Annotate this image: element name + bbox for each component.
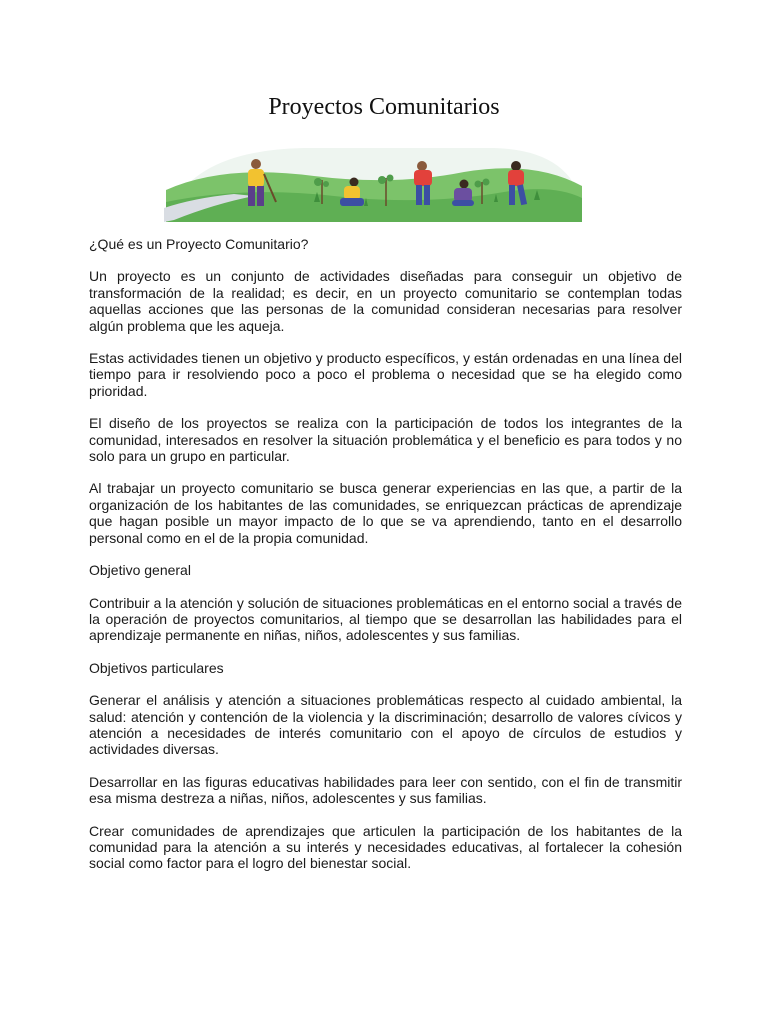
paragraph-objective-communities: Crear comunidades de aprendizajes que articulen la participación de los habitantes de la comunidad para la atención a su interés y necesidades educativas, al fortalecer la cohesión social como factor para el logro del bienestar social. [89,822,682,872]
section-heading-particular-objectives: Objetivos particulares [89,659,224,676]
document-body [89,236,682,888]
paragraph-objective-analysis: Generar el análisis y atención a situaciones problemáticas respecto al cuidado ambiental, la salud: atención y contención de la violencia y la discriminación; desarrollo de valores cívicos y atención a necesidades de interés comunitario con el apoyo de círculos de estudios y actividades diversas. [89,692,682,758]
paragraph-general-objective: Contribuir a la atención y solución de situaciones problemáticas en el entorno social a través de la operación de proyectos comunitarios, al tiempo que se desarrollan las habilidades para el aprendizaje permanente en niñas, niños, adolescentes y sus familias. [89,594,683,644]
page-title: Proyectos Comunitarios [268,94,500,120]
community-gardening-illustration [164,142,584,222]
paragraph-definition: Un proyecto es un conjunto de actividades diseñadas para conseguir un objetivo de transformación de la realidad; es decir, en un proyecto comunitario se contemplan todas aquellas acciones que las personas de la comunidad consideran necesarias para resolver algún problema que les aqueja. [89,268,682,334]
section-heading-general-objective: Objetivo general [89,562,191,579]
section-heading-what-is: ¿Qué es un Proyecto Comunitario? [89,236,309,252]
paragraph-activities: Estas actividades tienen un objetivo y producto específicos, y están ordenadas en una línea del tiempo para ir resolviendo poco a poco el problema o necesidad que se ha elegido como prioridad. [89,350,682,399]
paragraph-objective-reading: Desarrollar en las figuras educativas habilidades para leer con sentido, con el fin de transmitir esa misma destreza a niñas, niños, adolescentes y sus familias. [89,773,682,807]
paragraph-experiences: Al trabajar un proyecto comunitario se busca generar experiencias en las que, a partir de la organización de los habitantes de las comunidades, se enriquezcan prácticas de aprendizaje que hagan posible un mayor impacto de lo que se va aprendiendo, tanto en el desarrollo personal como en el de la propia comunidad. [89,480,682,546]
paragraph-design: El diseño de los proyectos se realiza con la participación de todos los integrantes de la comunidad, interesados en resolver la situación problemática y el beneficio es para todos y no solo para un grupo en particular. [89,415,682,465]
